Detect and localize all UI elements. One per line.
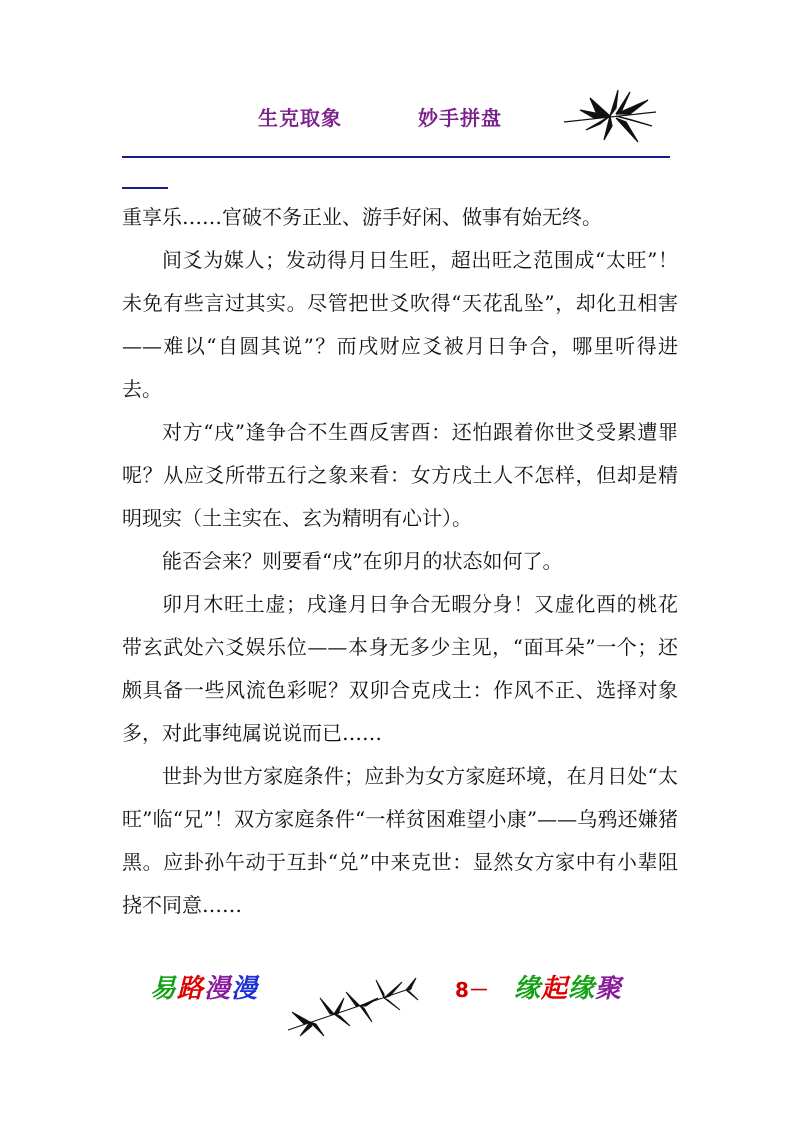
paragraph-4: 能否会来？则要看“戌”在卯月的状态如何了。 [162,549,563,573]
page-header [0,102,789,138]
header-divider [122,156,670,158]
paragraph-1: 重享乐……官破不务正业、游手好闲、做事有始无终。 [122,205,602,229]
footer-left-char-1: 易 [150,974,178,1004]
bamboo-branch-icon [280,974,420,1038]
page-number-value: 8 [455,978,469,1002]
header-right-title: 妙手拼盘 [418,106,502,130]
paragraph-6: 世卦为世方家庭条件；应卦为女方家庭环境，在月日处“太旺”临“兄”！双方家庭条件“一样贫困难望小康”——乌鸦还嫌猪黑。应卦孙午动于互卦“兑”中来克世：显然女方家中有小辈阻挠不同意…… [122,764,678,917]
page-body [122,196,678,927]
page-number-dash: － [468,978,489,1002]
page-number [455,974,489,1003]
bamboo-leaves-icon [560,86,660,146]
page-footer [0,968,789,1038]
footer-right-char-4: 聚 [595,974,623,1004]
paragraph-5: 卯月木旺土虚；戌逢月日争合无暇分身！又虚化酉的桃花带玄武处六爻娱乐位——本身无多少主见，“面耳朵”一个；还颇具备一些风流色彩呢？双卯合克戌土：作风不正、选择对象多，对此事纯属说说而已…… [122,592,678,745]
footer-right-char-3: 缘 [568,974,596,1004]
footer-right-char-1: 缘 [514,974,542,1004]
footer-right-title [514,968,622,1005]
footer-left-char-4: 漫 [231,974,259,1004]
footer-right-char-2: 起 [541,974,569,1004]
header-divider-short [122,187,168,189]
footer-left-char-3: 漫 [204,974,232,1004]
footer-left-title [150,968,258,1005]
header-left-title: 生克取象 [258,106,342,130]
paragraph-2: 间爻为媒人；发动得月日生旺，超出旺之范围成“太旺”！未免有些言过其实。尽管把世爻吹得“天花乱坠”，却化丑相害——难以“自圆其说”？而戌财应爻被月日争合，哪里听得进去。 [122,248,678,401]
paragraph-3: 对方“戌”逢争合不生酉反害酉：还怕跟着你世爻受累遭罪呢？从应爻所带五行之象来看：女方戌土人不怎样，但却是精明现实（土主实在、玄为精明有心计）。 [122,420,678,530]
footer-left-char-2: 路 [177,974,205,1004]
